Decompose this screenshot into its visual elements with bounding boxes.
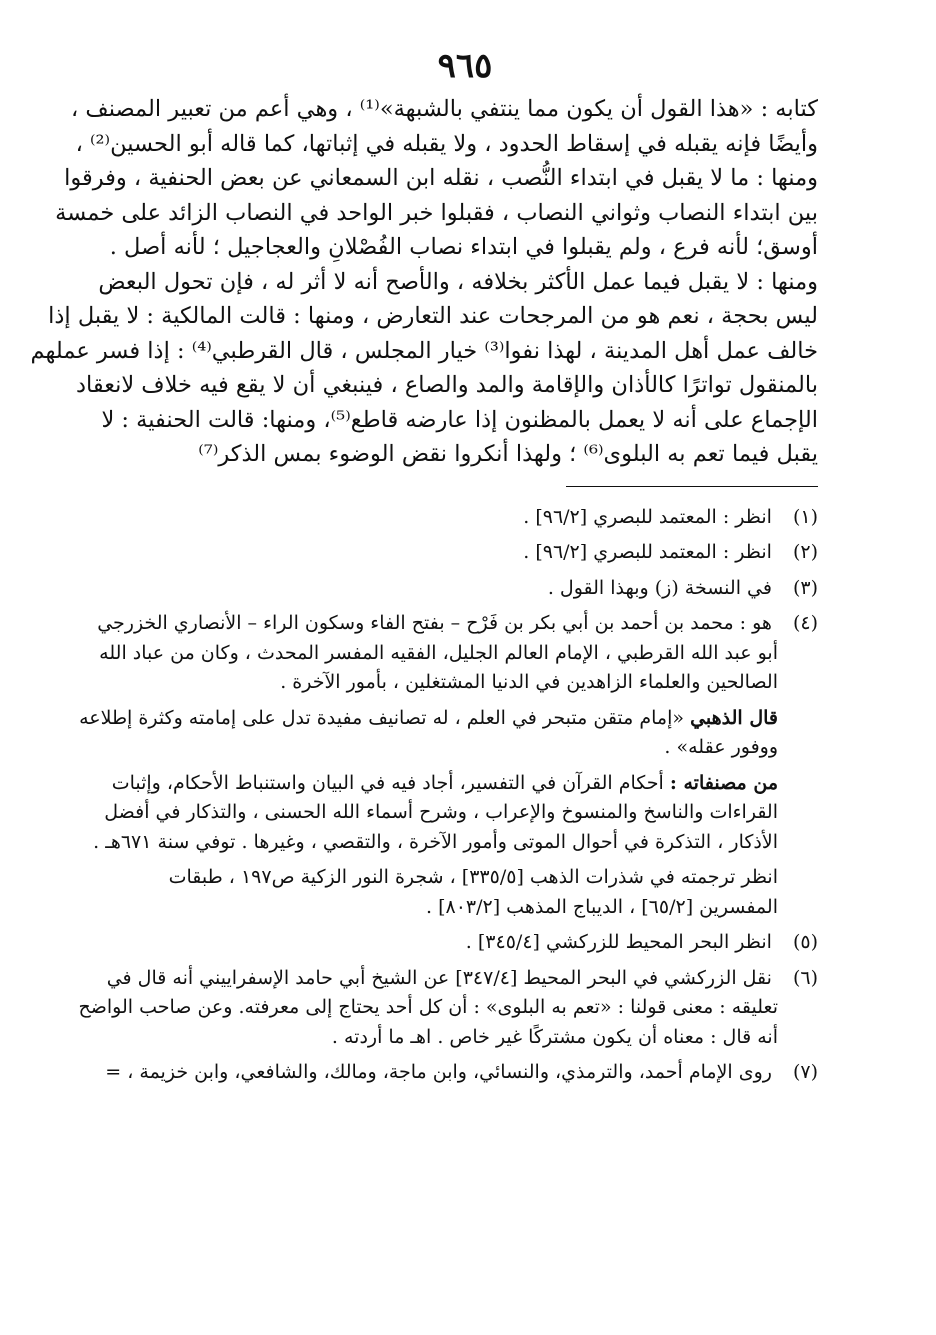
footnote-text: أنه قال : معناه أن يكون مشتركًا غير خاص . اهـ ما أردته . [331, 1025, 778, 1048]
body-line: الإجماع على أنه لا يعمل بالمظنون إذا عارضه قاطع⁽⁵⁾، ومنها: قالت الحنفية : لا [101, 406, 818, 433]
footnote-text: ووفور عقله» . [664, 736, 778, 758]
body-line: وأيضًا فإنه يقبله في إسقاط الحدود ، ولا يقبله في إثباتها، كما قاله أبو الحسين⁽²⁾ ، [75, 130, 818, 157]
body-line: ليس بحجة ، نعم هو من المرجحات عند التعارض ، ومنها : قالت المالكية : لا يقبل إذا [48, 303, 818, 329]
footnote-text: نقل الزركشي في البحر المحيط [٣٤٧/٤] عن الشيخ أبي حامد الإسفراييني أنه قال في [106, 966, 772, 989]
footnote-6 [78, 964, 818, 1053]
footnote-text: انظر : المعتمد للبصري [٩٦/٢] . [523, 505, 772, 528]
footnote-text: روى الإمام أحمد، والترمذي، والنسائي، وابن ماجة، ومالك، والشافعي، وابن خزيمة ، = [105, 1061, 772, 1083]
footnote-text: في النسخة (ز) وبهذا القول . [547, 576, 772, 599]
body-line: بين ابتداء النصاب وثواني النصاب ، فقبلوا خبر الواحد في النصاب الزائد على خمسة [55, 199, 818, 226]
footnote-text: انظر ترجمته في شذرات الذهب [٣٣٥/٥] ، شجرة النور الزكية ص١٩٧ ، طبقات [168, 866, 778, 888]
footnote-label: قال الذهبي [690, 706, 778, 729]
footnote-text: أحكام القرآن في التفسير، أجاد فيه في البيان واستنباط الأحكام، وإثبات [111, 771, 664, 794]
footnote-label: من مصنفاته : [669, 771, 778, 794]
footnote-3 [112, 574, 818, 604]
body-line: بالمنقول تواترًا كالأذان والإقامة والمد والصاع ، فينبغي أن لا يقع فيه خلاف لانعقاد [75, 372, 818, 398]
footnote-text: القراءات والناسخ والمنسوخ والإعراب ، وشرح أسماء الله الحسنى ، والتذكار في أفضل [104, 801, 778, 823]
body-line: يقبل فيما تعم به البلوى⁽⁶⁾ ؛ ولهذا أنكروا نقض الوضوء بمس الذكر⁽⁷⁾ [198, 441, 818, 467]
footnote-text: هو : محمد بن أحمد بن أبي بكر بن فَرْح – بفتح الفاء وسكون الراء – الأنصاري الخزرجي [97, 612, 772, 634]
footnote-text: المفسرين [٦٥/٢] ، الديباج المذهب [٨٠٣/٢] . [425, 895, 778, 918]
footnote-4 [79, 609, 818, 922]
footnote-text: انظر البحر المحيط للزركشي [٣٤٥/٤] . [465, 931, 772, 953]
footnote-number: (٤) [792, 612, 818, 634]
footnote-number: (٣) [792, 576, 818, 599]
footnote-number: (١) [792, 505, 818, 528]
footnote-2 [112, 538, 818, 568]
footnote-5 [112, 928, 818, 958]
footnote-divider [566, 486, 818, 487]
footnote-1 [112, 503, 818, 533]
body-line: أوسق؛ لأنه فرع ، ولم يقبلوا في ابتداء نصاب الفُصْلانِ والعجاجيل ؛ لأنه أصل . [109, 234, 818, 260]
body-line: ومنها : ما لا يقبل في ابتداء النُّصب ، نقله ابن السمعاني عن بعض الحنفية ، وفرقوا [64, 165, 818, 191]
footnote-text: الأذكار ، التذكرة في أحوال الموتى وأمور الآخرة ، والتقصي ، وغيرها . توفي سنة ٦٧١هـ . [93, 830, 778, 853]
footnote-text: أبو عبد الله القرطبي ، الإمام العالم الجليل، الفقيه المفسر المحدث ، وكان من عباد الله [99, 641, 778, 664]
footnote-text: «إمام متقن متبحر في العلم ، له تصانيف مفيدة تدل على إمامته وكثرة إطلاعه [79, 706, 685, 729]
footnote-text: تعليقه : معنى قولنا : «تعم به البلوى» : أن كل أحد يحتاج إلى معرفته. وعن صاحب الواضح [78, 996, 778, 1018]
footnotes [78, 503, 818, 1088]
page-number: ٩٦٥ [437, 46, 493, 86]
body-line: خالف عمل أهل المدينة ، لهذا نفوا⁽³⁾ خيار المجلس ، قال القرطبي⁽⁴⁾ : إذا فسر عملهم [30, 337, 818, 364]
footnote-text: انظر : المعتمد للبصري [٩٦/٢] . [523, 541, 772, 563]
body-line: كتابه : «هذا القول أن يكون مما ينتفي بالشبهة»⁽¹⁾ ، وهي أعم من تعبير المصنف ، [71, 96, 818, 122]
main-text [30, 92, 818, 472]
footnote-number: (٢) [792, 541, 818, 563]
footnote-number: (٧) [792, 1061, 818, 1083]
footnote-number: (٥) [792, 931, 818, 953]
footnote-text: الصالحين والعلماء الزاهدين في الدنيا المشتغلين ، بأمور الآخرة . [280, 671, 778, 693]
footnote-number: (٦) [792, 966, 818, 989]
body-line: ومنها : لا يقبل فيما عمل الأكثر بخلافه ، والأصح أنه لا أثر له ، فإن تحول البعض [98, 268, 818, 295]
footnote-7 [105, 1058, 818, 1088]
